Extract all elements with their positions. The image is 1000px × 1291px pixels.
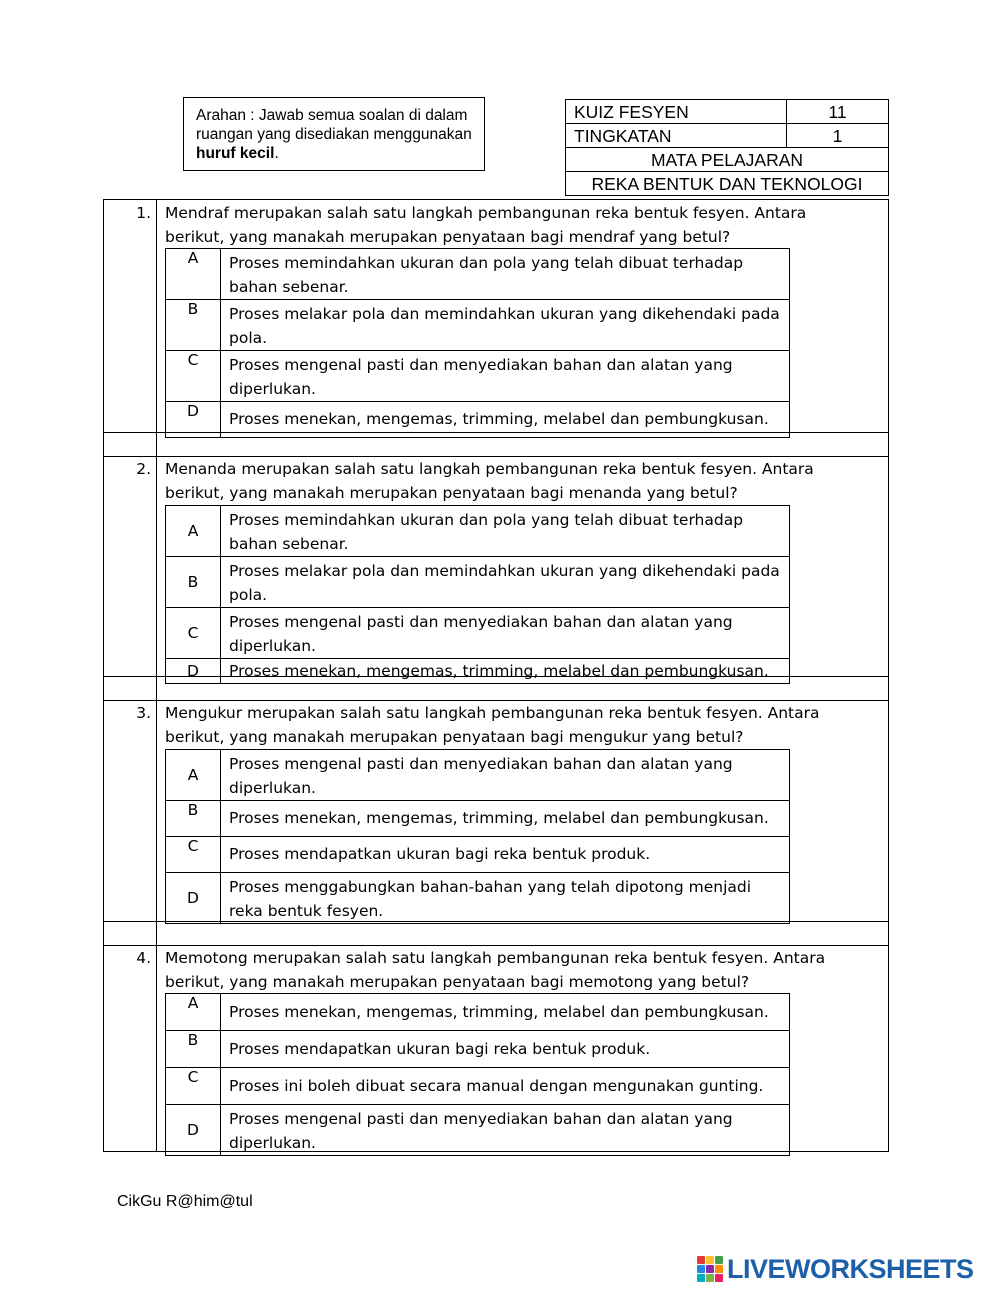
instructions-bold: huruf kecil xyxy=(196,145,275,162)
option-letter: A xyxy=(166,994,221,1031)
option-letter: C xyxy=(166,837,221,873)
question-text: Menanda merupakan salah satu langkah pembangunan reka bentuk fesyen. Antara berikut, yang manakah merupakan penyataan bagi menanda yang betul? xyxy=(165,460,814,502)
options-table xyxy=(165,505,790,684)
option-text[interactable]: Proses mendapatkan ukuran bagi reka bentuk produk. xyxy=(221,1031,790,1068)
liveworksheets-logo[interactable] xyxy=(697,1254,974,1284)
option-text[interactable]: Proses ini boleh dibuat secara manual dengan mengunakan gunting. xyxy=(221,1068,790,1105)
question-number: 3. xyxy=(136,704,151,722)
option-letter: D xyxy=(166,1105,221,1156)
subject-label: MATA PELAJARAN xyxy=(566,148,889,172)
question-text: Mengukur merupakan salah satu langkah pembangunan reka bentuk fesyen. Antara berikut, yang manakah merupakan penyataan bagi mengukur yang betul? xyxy=(165,704,820,746)
liveworksheets-logo-text: LIVEWORKSHEETS xyxy=(727,1253,974,1284)
level-label: TINGKATAN xyxy=(566,124,787,148)
question-number: 1. xyxy=(136,204,151,222)
option-letter: A xyxy=(166,506,221,557)
option-text[interactable]: Proses menekan, mengemas, trimming, melabel dan pembungkusan. xyxy=(221,801,790,837)
option-letter: C xyxy=(166,608,221,659)
option-text[interactable]: Proses menekan, mengemas, trimming, melabel dan pembungkusan. xyxy=(221,402,790,438)
options-table xyxy=(165,749,790,924)
question-number: 2. xyxy=(136,460,151,478)
quiz-info-table xyxy=(565,99,889,196)
option-text[interactable]: Proses melakar pola dan memindahkan ukuran yang dikehendaki pada pola. xyxy=(221,300,790,351)
question-number: 4. xyxy=(136,949,151,967)
option-text[interactable]: Proses mengenal pasti dan menyediakan bahan dan alatan yang diperlukan. xyxy=(221,351,790,402)
option-letter: C xyxy=(166,1068,221,1105)
option-letter: B xyxy=(166,557,221,608)
option-letter: D xyxy=(166,873,221,924)
instructions-end: . xyxy=(274,145,279,162)
option-text[interactable]: Proses memindahkan ukuran dan pola yang telah dibuat terhadap bahan sebenar. xyxy=(221,506,790,557)
level-value: 1 xyxy=(787,124,889,148)
instructions-box xyxy=(183,97,485,171)
option-letter: D xyxy=(166,659,221,684)
quiz-label: KUIZ FESYEN xyxy=(566,100,787,124)
option-letter: D xyxy=(166,402,221,438)
quiz-value: 11 xyxy=(787,100,889,124)
option-letter: B xyxy=(166,801,221,837)
author-footer: CikGu R@him@tul xyxy=(117,1193,253,1210)
question-text: Memotong merupakan salah satu langkah pembangunan reka bentuk fesyen. Antara berikut, yang manakah merupakan penyataan bagi memotong yang betul? xyxy=(165,949,826,991)
option-text[interactable]: Proses mengenal pasti dan menyediakan bahan dan alatan yang diperlukan. xyxy=(221,1105,790,1156)
options-table xyxy=(165,993,790,1156)
option-letter: B xyxy=(166,300,221,351)
questions-table xyxy=(103,199,889,1152)
question-text: Mendraf merupakan salah satu langkah pembangunan reka bentuk fesyen. Antara berikut, yang manakah merupakan penyataan bagi mendraf yang betul? xyxy=(165,204,807,246)
option-text[interactable]: Proses menekan, mengemas, trimming, melabel dan pembungkusan. xyxy=(221,994,790,1031)
options-table xyxy=(165,248,790,438)
option-text[interactable]: Proses mendapatkan ukuran bagi reka bentuk produk. xyxy=(221,837,790,873)
option-letter: A xyxy=(166,249,221,300)
subject-value: REKA BENTUK DAN TEKNOLOGI xyxy=(566,172,889,196)
option-letter: B xyxy=(166,1031,221,1068)
option-letter: A xyxy=(166,750,221,801)
option-text[interactable]: Proses menggabungkan bahan-bahan yang telah dipotong menjadi reka bentuk fesyen. xyxy=(221,873,790,924)
option-text[interactable]: Proses memindahkan ukuran dan pola yang telah dibuat terhadap bahan sebenar. xyxy=(221,249,790,300)
liveworksheets-logo-icon xyxy=(697,1256,723,1282)
option-text[interactable]: Proses mengenal pasti dan menyediakan bahan dan alatan yang diperlukan. xyxy=(221,608,790,659)
option-text[interactable]: Proses mengenal pasti dan menyediakan bahan dan alatan yang diperlukan. xyxy=(221,750,790,801)
option-letter: C xyxy=(166,351,221,402)
instructions-text: Arahan : Jawab semua soalan di dalam ruangan yang disediakan menggunakan xyxy=(196,107,472,143)
option-text[interactable]: Proses menekan, mengemas, trimming, melabel dan pembungkusan. xyxy=(221,659,790,684)
option-text[interactable]: Proses melakar pola dan memindahkan ukuran yang dikehendaki pada pola. xyxy=(221,557,790,608)
